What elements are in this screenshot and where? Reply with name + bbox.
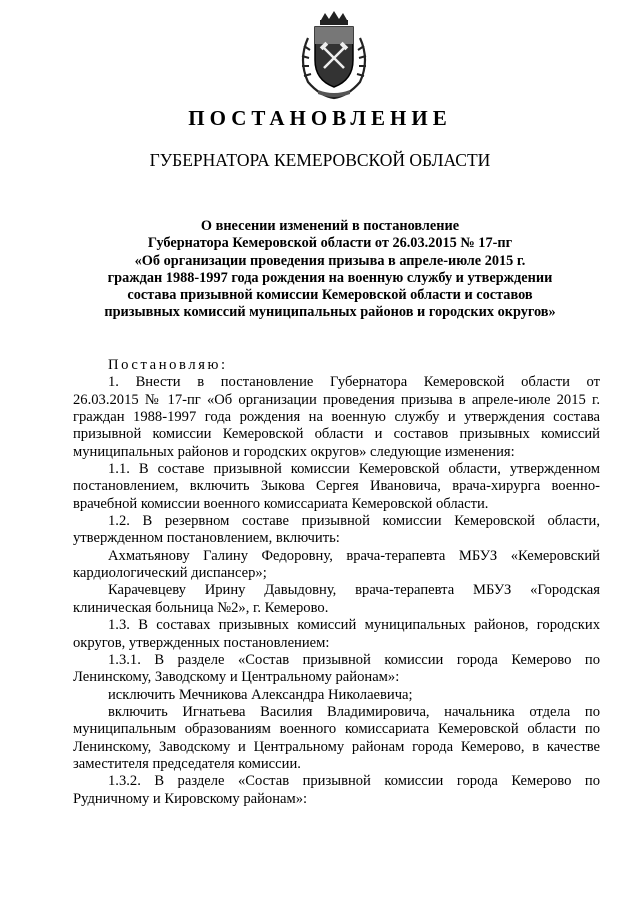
subject-line: О внесении изменений в постановление [200,218,460,234]
body-line: исключить Мечникова Александра Николаевича; [108,686,413,703]
body-line: Карачевцеву Ирину Давыдовну, врача-терапевта МБУЗ «Городская [108,582,600,599]
body-line: Ленинскому, Заводскому и Центральному районам»: [73,669,400,686]
body-line: 1. Внести в постановление Губернатора Кемеровской области от [108,374,600,391]
body-line: постановлением, включить Зыкова Сергея Ивановича, врача-хирурга военно- [73,478,600,495]
document-body [73,357,600,808]
subject-line: Губернатора Кемеровской области от 26.03.2015 № 17-пг [147,235,513,252]
body-line: муниципальным образованиям военного комиссариата Кемеровской области по [73,721,600,738]
preamble: Постановляю: [108,357,228,373]
document-subject [60,218,600,322]
body-line: 1.3. В составах призывных комиссий муниципальных районов, городских [108,617,600,634]
subject-line: состава призывной комиссии Кемеровской области и составов [127,287,533,304]
body-line: утвержденном постановлением, включить: [73,530,340,547]
subject-line: граждан 1988-1997 года рождения на военную службу и утверждении [107,269,553,286]
body-line: граждан 1988-1997 года рождения на военную службу и утверждения состава [73,409,600,426]
issuer-heading: ГУБЕРНАТОРА КЕМЕРОВСКОЙ ОБЛАСТИ [149,150,491,170]
body-line: округов, утвержденных постановлением: [73,634,330,651]
body-line: Ахматьянову Галину Федоровну, врача-терапевта МБУЗ «Кемеровский [108,547,600,564]
body-line: призывной комиссии Кемеровской области и составов призывных комиссий [73,426,600,443]
body-line: кардиологический диспансер»; [73,565,267,582]
body-line: клиническая больница №2», г. Кемерово. [73,599,329,616]
document-type-heading: ПОСТАНОВЛЕНИЕ [188,106,452,130]
body-line: включить Игнатьева Василия Владимировича, начальника отдела по [108,703,600,720]
body-line: Ленинскому, Заводскому и Центральному районам города Кемерово, в качестве [73,738,600,755]
body-line: 1.2. В резервном составе призывной комиссии Кемеровской области, [108,513,600,530]
body-line: Рудничному и Кировскому районам»: [73,790,308,807]
body-line: муниципальных районов и городских округов» следующие изменения: [73,443,515,460]
coat-of-arms-icon [294,10,374,100]
subject-line: «Об организации проведения призыва в апреле-июле 2015 г. [134,252,526,269]
body-line: заместителя председателя комиссии. [73,755,301,772]
subject-line: призывных комиссий муниципальных районов и городских округов» [104,304,556,321]
body-line: 1.1. В составе призывной комиссии Кемеровской области, утвержденном [108,461,600,478]
body-line: 1.3.2. В разделе «Состав призывной комиссии города Кемерово по [108,773,600,790]
body-line: 26.03.2015 № 17-пг «Об организации проведения призыва в апреле-июле 2015 г. [73,391,600,408]
body-line: 1.3.1. В разделе «Состав призывной комиссии города Кемерово по [108,651,600,668]
body-line: врачебной комиссии военного комиссариата Кемеровской области. [73,495,489,512]
